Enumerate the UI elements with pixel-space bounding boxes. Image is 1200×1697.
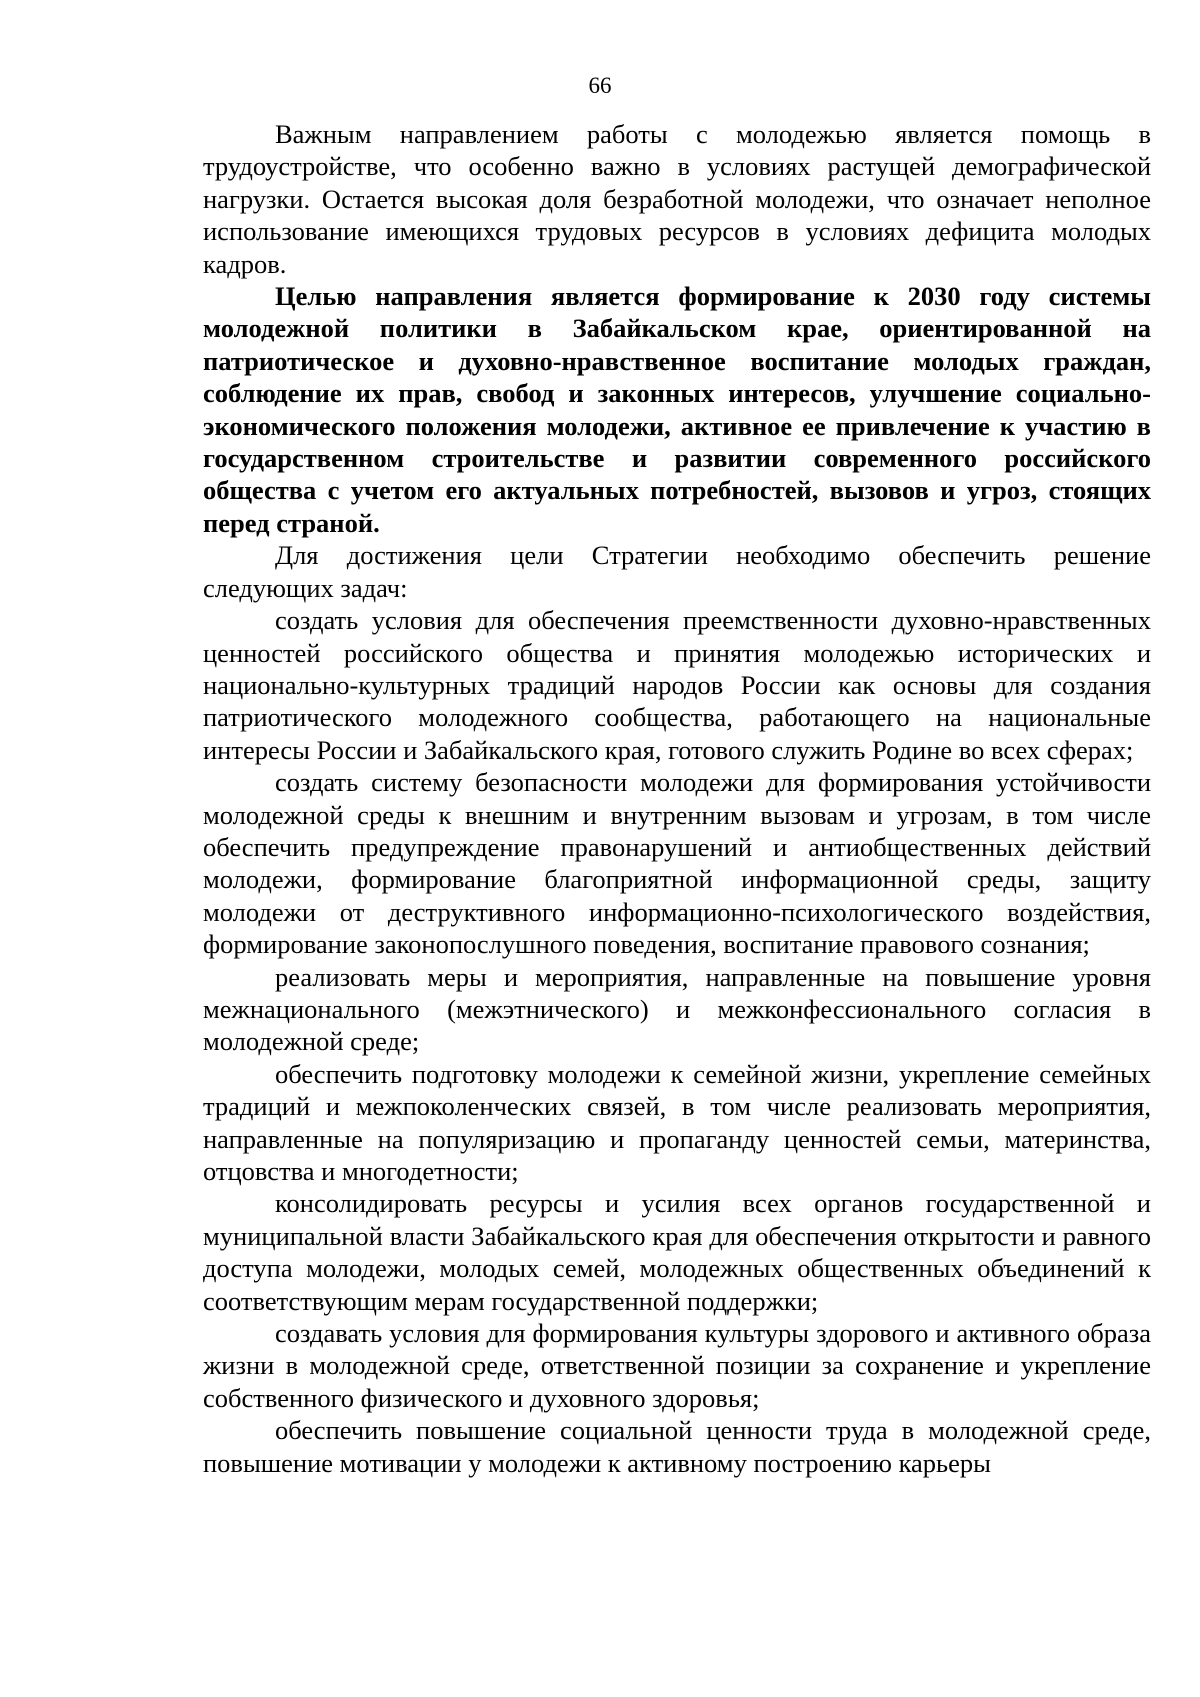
paragraph-goal-statement: Целью направления является формирование к 2030 году системы молодежной политики в Забайкальском крае, ориентированной на патриотическое и духовно-нравственное воспитание молодых граждан, соблюдение их прав, свобод и законных интересов, улучшение социально-экономического положения молодежи, активное ее привлечение к участию в государственном строительстве и развитии современного российского общества с учетом его актуальных потребностей, вызовов и угроз, стоящих перед страной. [203,281,1151,538]
task-item-traditions: создать условия для обеспечения преемственности духовно-нравственных ценностей российского общества и принятия молодежью исторических и национально-культурных традиций народов России как основы для создания патриотического молодежного сообщества, работающего на национальные интересы России и Забайкальского края, готового служить Родине во всех сферах; [203,605,1151,765]
task-item-security: создать систему безопасности молодежи для формирования устойчивости молодежной среды к внешним и внутренним вызовам и угрозам, в том числе обеспечить предупреждение правонарушений и антиобщественных действий молодежи, формирование благоприятной информационной среды, защиту молодежи от деструктивного информационно-психологического воздействия, формирование законопослушного поведения, воспитание правового сознания; [203,767,1151,960]
task-item-labor-value: обеспечить повышение социальной ценности труда в молодежной среде, повышение мотивации у молодежи к активному построению карьеры [203,1415,1151,1478]
paragraph-tasks-intro: Для достижения цели Стратегии необходимо обеспечить решение следующих задач: [203,540,1151,603]
task-item-interethnic: реализовать меры и мероприятия, направленные на повышение уровня межнационального (межэтнического) и межконфессионального согласия в молодежной среде; [203,961,1151,1057]
task-item-healthy-lifestyle: создавать условия для формирования культуры здорового и активного образа жизни в молодежной среде, ответственной позиции за сохранение и укрепление собственного физического и духовного здоровья; [203,1318,1151,1413]
page-number: 66 [588,73,612,98]
document-body [203,118,1151,1479]
task-item-family: обеспечить подготовку молодежи к семейной жизни, укрепление семейных традиций и межпоколенческих связей, в том числе реализовать мероприятия, направленные на популяризацию и пропаганду ценностей семьи, материнства, отцовства и многодетности; [203,1058,1151,1186]
paragraph-employment-assistance: Важным направлением работы с молодежью является помощь в трудоустройстве, что особенно важно в условиях растущей демографической нагрузки. Остается высокая доля безработной молодежи, что означает неполное использование имеющихся трудовых ресурсов в условиях дефицита молодых кадров. [203,119,1151,279]
task-item-consolidation: консолидировать ресурсы и усилия всех органов государственной и муниципальной власти Забайкальского края для обеспечения открытости и равного доступа молодежи, молодых семей, молодежных общественных объединений к соответствующим мерам государственной поддержки; [203,1188,1151,1316]
